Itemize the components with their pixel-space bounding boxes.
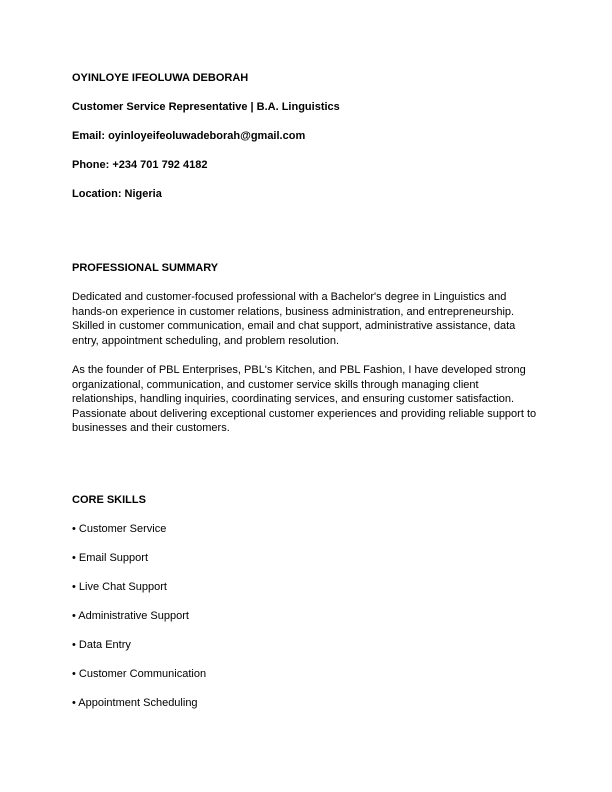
candidate-title: Customer Service Representative | B.A. Linguistics: [72, 101, 340, 113]
summary-line: Dedicated and customer-focused professional with a Bachelor's degree in Linguistics and: [72, 291, 507, 303]
skill-item: • Administrative Support: [72, 610, 189, 622]
skill-item: • Appointment Scheduling: [72, 697, 198, 709]
summary-heading: PROFESSIONAL SUMMARY: [72, 262, 219, 274]
contact-location: Location: Nigeria: [72, 188, 162, 200]
summary-line: hands-on experience in customer relations, business administration, and entrepreneurship.: [72, 305, 515, 318]
summary-line: entry, appointment scheduling, and problem resolution.: [72, 334, 340, 347]
skill-item: • Data Entry: [72, 639, 131, 651]
skills-heading: CORE SKILLS: [72, 494, 146, 506]
summary-paragraph-1: [72, 290, 542, 348]
summary-line: relationships, handling inquiries, coordinating services, and ensuring customer satisfaction.: [72, 393, 515, 406]
summary-paragraph-2: [72, 363, 542, 436]
candidate-name: OYINLOYE IFEOLUWA DEBORAH: [72, 72, 249, 84]
skill-item: • Email Support: [72, 552, 148, 564]
contact-email: Email: oyinloyeifeoluwadeborah@gmail.com: [72, 130, 306, 142]
skill-item: • Customer Communication: [72, 668, 207, 680]
contact-phone: Phone: +234 701 792 4182: [72, 159, 208, 171]
skill-item: • Live Chat Support: [72, 581, 167, 593]
summary-line: organizational, communication, and customer service skills through managing client: [72, 378, 479, 391]
summary-line: As the founder of PBL Enterprises, PBL's Kitchen, and PBL Fashion, I have developed strong: [72, 364, 526, 376]
summary-line: businesses and their customers.: [72, 422, 230, 435]
skill-item: • Customer Service: [72, 523, 167, 535]
summary-line: Skilled in customer communication, email and chat support, administrative assistance, data: [72, 320, 516, 333]
summary-line: Passionate about delivering exceptional customer experiences and providing reliable support to: [72, 407, 537, 420]
